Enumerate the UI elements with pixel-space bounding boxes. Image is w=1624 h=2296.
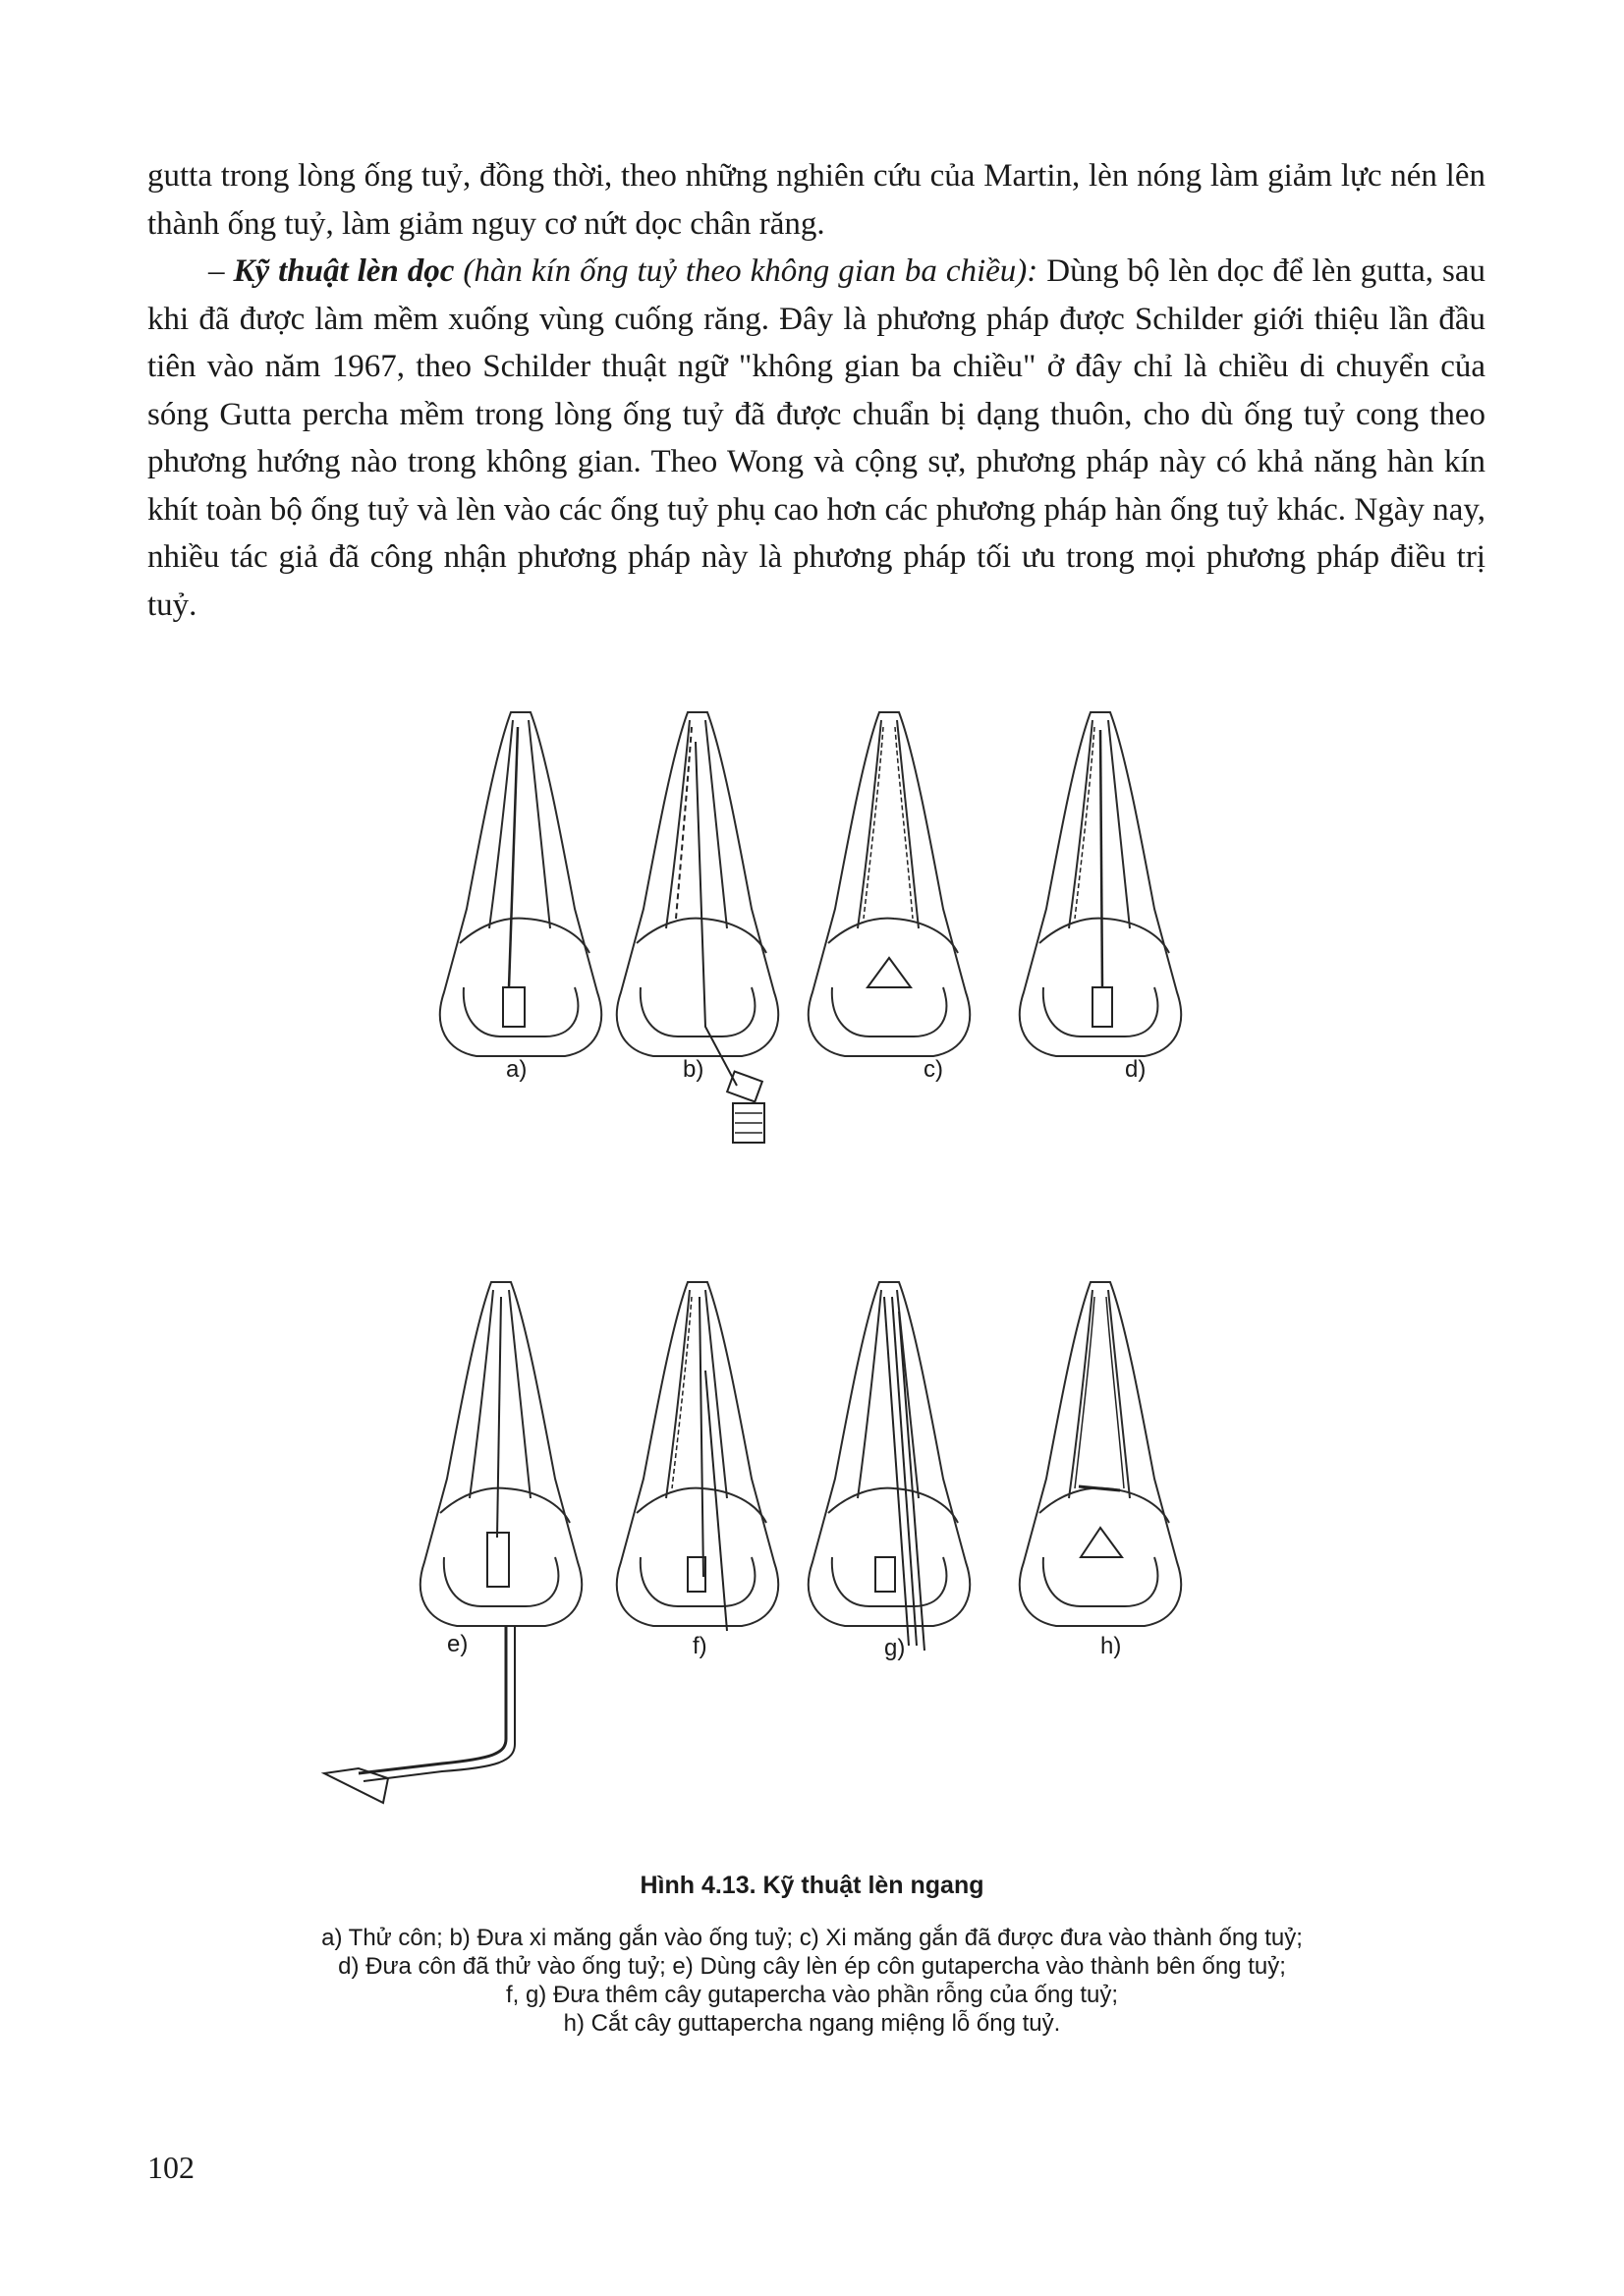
paragraph-1: gutta trong lòng ống tuỷ, đồng thời, theo những nghiên cứu của Martin, lèn nóng làm giảm lực nén lên thành ống tuỷ, làm giảm nguy cơ nứt dọc chân răng. [147,158,1485,242]
paragraph-2-subheading: (hàn kín ống tuỷ theo không gian ba chiều): [454,253,1038,289]
tooth-drawing-f [617,1282,778,1631]
tooth-drawing-d [1020,712,1181,1056]
figure-caption-body [196,1924,1428,2038]
tooth-drawing-h [1020,1282,1181,1626]
figure-label-f: f) [693,1633,707,1659]
figure-label-a: a) [506,1056,528,1083]
figure-label-c: c) [924,1056,943,1083]
tooth-drawing-g [809,1282,970,1651]
tooth-drawing-e [324,1282,582,1803]
tooth-drawing-c [809,712,970,1056]
figure-label-b: b) [683,1056,704,1083]
paragraph-2-heading: Kỹ thuật lèn dọc [233,253,455,289]
figure-label-h: h) [1100,1633,1122,1659]
caption-line: f, g) Đưa thêm cây gutapercha vào phần rỗng của ống tuỷ; [505,1982,1119,2008]
figure-label-g: g) [884,1635,906,1661]
caption-line: d) Đưa côn đã thử vào ống tuỷ; e) Dùng cây lèn ép côn gutapercha vào thành bên ống tuỷ; [338,1953,1286,1980]
page-number: 102 [147,2150,195,2185]
tooth-drawing-a [440,712,601,1056]
caption-line: a) Thử côn; b) Đưa xi măng gắn vào ống tuỷ; c) Xi măng gắn đã được đưa vào thành ống tuỷ; [321,1925,1303,1951]
figure-label-e: e) [447,1631,469,1657]
paragraph-2-body: Dùng bộ lèn dọc để lèn gutta, sau khi đã được làm mềm xuống vùng cuống răng. Đây là phương pháp được Schilder giới thiệu lần đầu tiên vào năm 1967, theo Schilder thuật ngữ "không gian ba chiều" ở đây chỉ là chiều di chuyển của sóng Gutta percha mềm trong lòng ống tuỷ đã được chuẩn bị dạng thuôn, cho dù ống tuỷ cong theo phương hướng nào trong không gian. Theo Wong và cộng sự, phương pháp này có khả năng hàn kín khít toàn bộ ống tuỷ và lèn vào các ống tuỷ phụ cao hơn các phương pháp hàn ống tuỷ khác. Ngày nay, nhiều tác giả đã công nhận phương pháp này là phương pháp tối ưu trong mọi phương pháp điều trị tuỷ. [147,253,1485,623]
figure-label-d: d) [1125,1056,1147,1083]
figure-caption-title: Hình 4.13. Kỹ thuật lèn ngang [640,1872,984,1899]
caption-line: h) Cắt cây guttapercha ngang miệng lỗ ống tuỷ. [563,2010,1061,2037]
paragraph-2-dash: – [208,253,234,289]
